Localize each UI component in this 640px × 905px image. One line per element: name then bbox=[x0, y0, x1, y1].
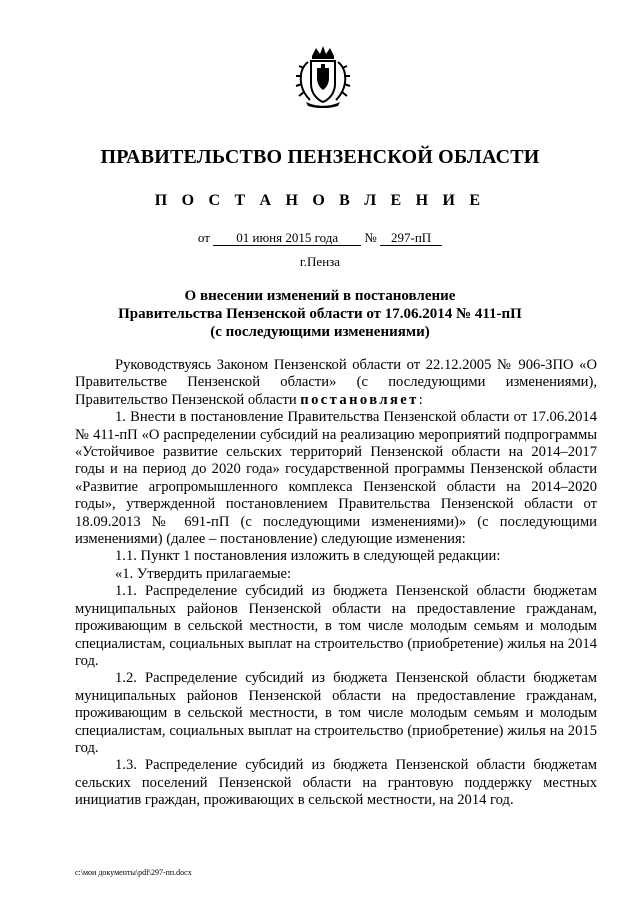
document-body bbox=[75, 357, 597, 810]
paragraph-preamble bbox=[75, 357, 597, 409]
preamble-colon: : bbox=[418, 391, 423, 408]
paragraph-approve-1-3: 1.3. Распределение субсидий из бюджета Пензенской области бюджетам сельских поселений Пензенской области на грантовую поддержку местных инициатив граждан, проживающих в сельской местности, на 2014 год. bbox=[75, 757, 597, 809]
organization-title: ПРАВИТЕЛЬСТВО ПЕНЗЕНСКОЙ ОБЛАСТИ bbox=[100, 146, 540, 168]
paragraph-1-1: 1.1. Пункт 1 постановления изложить в следующей редакции: bbox=[115, 548, 501, 565]
subject-line-2: Правительства Пензенской области от 17.06.2014 № 411-пП bbox=[118, 306, 522, 322]
file-path-footer: c:\мои документы\pdf\297-пп.docx bbox=[75, 868, 192, 877]
paragraph-approve-1-2: 1.2. Распределение субсидий из бюджета Пензенской области бюджетам муниципальных районов Пензенской области на предоставление гражданам, проживающим в сельской местности, в том числе молодым семьям и молодым специалистам, социальных выплат на строительство (приобретение) жилья на 2015 год. bbox=[75, 670, 597, 756]
number-prefix: № bbox=[364, 230, 377, 245]
coat-of-arms-icon bbox=[294, 44, 352, 108]
date-number-line bbox=[0, 230, 640, 246]
date-prefix: от bbox=[197, 230, 210, 245]
document-date: 01 июня 2015 года bbox=[213, 231, 361, 246]
subject-line-1: О внесении изменений в постановление bbox=[184, 288, 456, 304]
paragraph-1: 1. Внести в постановление Правительства Пензенской области от 17.06.2014 № 411-пП «О распределении субсидий на реализацию мероприятий подпрограммы «Устойчивое развитие сельских территорий Пензенской области на 2014–2017 годы и на период до 2020 года» государственной программы Пензенской области «Развитие агропромышленного комплекса Пензенской области на 2014–2020 годы», утвержденной постановлением Правительства Пензенской области от 18.09.2013 № 691-пП (с последующими изменениями)» (с последующими изменениями) (далее – постановление) следующие изменения: bbox=[75, 409, 597, 548]
document-subject bbox=[0, 287, 640, 341]
document-type-heading: П О С Т А Н О В Л Е Н И Е bbox=[154, 192, 486, 209]
subject-line-3: (с последующими изменениями) bbox=[210, 324, 430, 340]
preamble-keyword: постановляет bbox=[300, 391, 419, 408]
paragraph-approve-1-1: 1.1. Распределение субсидий из бюджета Пензенской области бюджетам муниципальных районов Пензенской области на предоставление гражданам, проживающим в сельской местности, в том числе молодым семьям и молодым специалистам, социальных выплат на строительство (приобретение) жилья на 2014 год. bbox=[75, 583, 597, 669]
preamble-text: Руководствуясь Законом Пензенской области от 22.12.2005 № 906-ЗПО «О Правительстве Пензенской области» (с последующими изменениями), Правительство Пензенской области bbox=[75, 357, 597, 408]
city-name: г.Пенза bbox=[299, 254, 341, 269]
paragraph-approve: «1. Утвердить прилагаемые: bbox=[115, 565, 292, 582]
document-number: 297-пП bbox=[380, 231, 442, 246]
